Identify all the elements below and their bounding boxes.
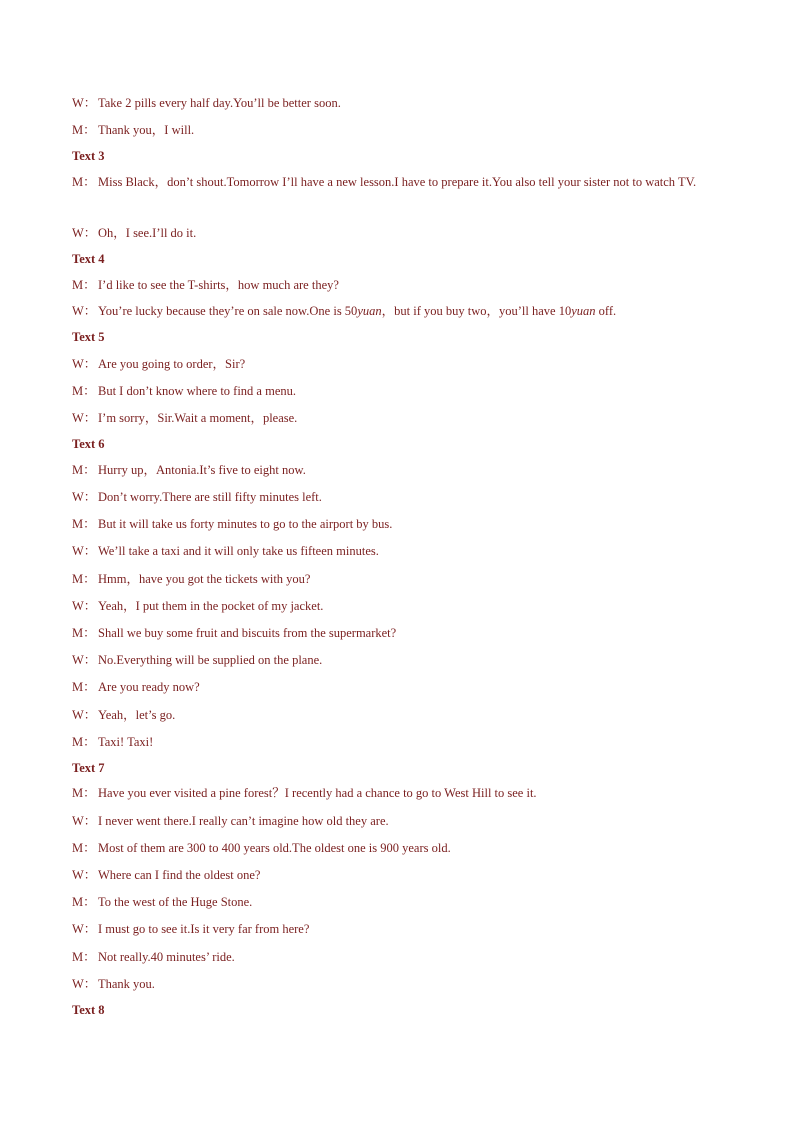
speaker-label: M：	[72, 384, 96, 398]
dialogue-text: No.Everything will be supplied on the plane.	[98, 653, 323, 667]
dialogue-line	[72, 867, 734, 884]
speaker-label: W：	[72, 226, 97, 240]
dialogue-line	[72, 462, 734, 479]
dialogue-text: Shall we buy some fruit and biscuits from the supermarket?	[98, 626, 397, 640]
dialogue-text: Oh，I see.I’ll do it.	[98, 226, 197, 240]
dialogue-text-part: You’re lucky because they’re on sale now.One is 50	[98, 304, 358, 318]
speaker-label: M：	[72, 517, 96, 531]
dialogue-text: I must go to see it.Is it very far from here?	[98, 922, 310, 936]
dialogue-text: Hmm，have you got the tickets with you?	[98, 572, 311, 586]
section-heading: Text 4	[72, 252, 105, 266]
speaker-label: M：	[72, 123, 96, 137]
dialogue-text: Have you ever visited a pine forest？I recently had a chance to go to West Hill to see it.	[98, 786, 537, 800]
dialogue-line	[72, 277, 734, 294]
speaker-label: W：	[72, 708, 97, 722]
dialogue-text: We’ll take a taxi and it will only take us fifteen minutes.	[98, 544, 379, 558]
dialogue-text: Are you going to order，Sir?	[98, 357, 246, 371]
speaker-label: M：	[72, 841, 96, 855]
dialogue-text: But I don’t know where to find a menu.	[98, 384, 296, 398]
dialogue-line	[72, 679, 734, 696]
dialogue-line	[72, 543, 734, 560]
dialogue-line	[72, 225, 734, 242]
dialogue-text-part: ，but if you buy two，you’ll have 10	[381, 304, 572, 318]
dialogue-line	[72, 122, 734, 139]
dialogue-line	[72, 356, 734, 373]
dialogue-text: I’m sorry，Sir.Wait a moment，please.	[98, 411, 298, 425]
speaker-label: M：	[72, 950, 96, 964]
dialogue-line	[72, 785, 734, 802]
currency-word: yuan	[357, 304, 382, 318]
speaker-label: W：	[72, 96, 97, 110]
speaker-label: W：	[72, 977, 97, 991]
speaker-label: W：	[72, 544, 97, 558]
speaker-label: W：	[72, 922, 97, 936]
dialogue-line	[72, 921, 734, 938]
dialogue-line	[72, 95, 734, 112]
dialogue-text: I’d like to see the T-shirts，how much are they?	[98, 278, 339, 292]
speaker-label: M：	[72, 278, 96, 292]
dialogue-line	[72, 571, 734, 588]
dialogue-line	[72, 625, 734, 642]
section-heading: Text 8	[72, 1003, 105, 1017]
dialogue-text: But it will take us forty minutes to go to the airport by bus.	[98, 517, 393, 531]
dialogue-line	[72, 598, 734, 615]
speaker-label: W：	[72, 814, 97, 828]
speaker-label: M：	[72, 735, 96, 749]
dialogue-line	[72, 516, 734, 533]
speaker-label: W：	[72, 411, 97, 425]
speaker-label: M：	[72, 786, 96, 800]
section-heading: Text 3	[72, 149, 105, 163]
dialogue-line	[72, 949, 734, 966]
dialogue-line	[72, 410, 734, 427]
speaker-label: M：	[72, 895, 96, 909]
speaker-label: W：	[72, 868, 97, 882]
section-heading: Text 7	[72, 761, 105, 775]
dialogue-text: Hurry up，Antonia.It’s five to eight now.	[98, 463, 306, 477]
dialogue-text: Yeah，I put them in the pocket of my jacket.	[98, 599, 324, 613]
dialogue-text: I never went there.I really can’t imagine how old they are.	[98, 814, 389, 828]
speaker-label: M：	[72, 175, 96, 189]
dialogue-line	[72, 383, 734, 400]
speaker-label: W：	[72, 490, 97, 504]
dialogue-text: Thank you.	[98, 977, 155, 991]
section-heading: Text 6	[72, 437, 105, 451]
speaker-label: W：	[72, 599, 97, 613]
speaker-label: M：	[72, 572, 96, 586]
dialogue-text-part: off.	[595, 304, 617, 318]
dialogue-text: Miss Black，don’t shout.Tomorrow I’ll have a new lesson.I have to prepare it.You also tell your sister not to watch TV.	[98, 175, 697, 189]
dialogue-line	[72, 976, 734, 993]
speaker-label: W：	[72, 357, 97, 371]
dialogue-line	[72, 707, 734, 724]
dialogue-text: Not really.40 minutes’ ride.	[98, 950, 235, 964]
speaker-label: W：	[72, 653, 97, 667]
speaker-label: M：	[72, 680, 96, 694]
dialogue-text: Thank you，I will.	[98, 123, 195, 137]
dialogue-text: Take 2 pills every half day.You’ll be better soon.	[98, 96, 341, 110]
dialogue-line	[72, 489, 734, 506]
dialogue-line	[72, 813, 734, 830]
dialogue-line	[72, 174, 734, 191]
dialogue-text: Most of them are 300 to 400 years old.The oldest one is 900 years old.	[98, 841, 451, 855]
currency-word: yuan	[571, 304, 596, 318]
speaker-label: M：	[72, 626, 96, 640]
dialogue-line	[72, 894, 734, 911]
speaker-label: W：	[72, 304, 97, 318]
dialogue-line	[72, 652, 734, 669]
speaker-label: M：	[72, 463, 96, 477]
dialogue-text: Are you ready now?	[98, 680, 200, 694]
section-heading: Text 5	[72, 330, 105, 344]
dialogue-line	[72, 734, 734, 751]
dialogue-text: To the west of the Huge Stone.	[98, 895, 253, 909]
dialogue-text: Yeah，let’s go.	[98, 708, 176, 722]
dialogue-line	[72, 303, 734, 320]
dialogue-text: Where can I find the oldest one?	[98, 868, 261, 882]
dialogue-line	[72, 840, 734, 857]
dialogue-text: Taxi! Taxi!	[98, 735, 154, 749]
dialogue-text: Don’t worry.There are still fifty minutes left.	[98, 490, 322, 504]
